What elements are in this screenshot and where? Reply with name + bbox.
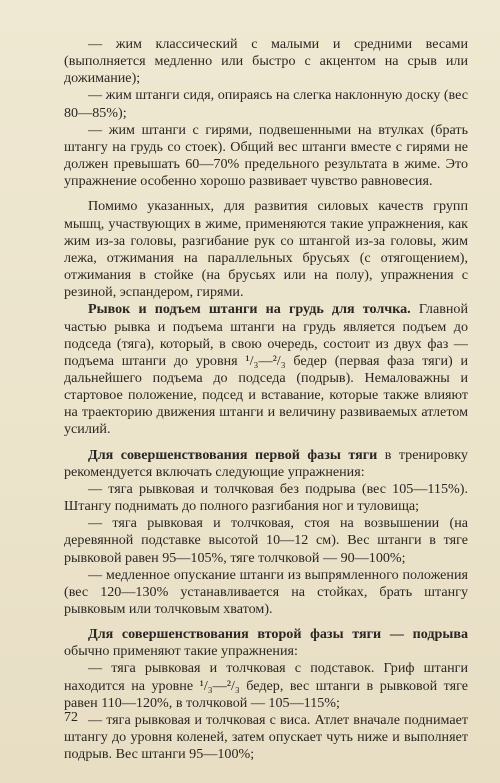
paragraph-text: в тренировку рекомендуется включать следующие упражнения: xyxy=(64,446,468,480)
paragraph xyxy=(64,122,468,191)
paragraph-text: — жим штанги сидя, опираясь на слегка наклонную доску (вес 80—85%); xyxy=(64,87,468,121)
paragraph-heading: Для совершенствования первой фазы тяги xyxy=(88,446,378,463)
paragraph-text: — жим штанги с гирями, подвешенными на втулках (брать штангу на грудь со стоек). Общий вес штанги вместе с гирями не должен превышать 60—70% предельного результата в жиме. Это упражнение особенно хорошо развивает чувство равновесия. xyxy=(64,121,468,190)
paragraph xyxy=(64,481,468,515)
paragraph xyxy=(64,712,468,763)
paragraph xyxy=(64,87,468,121)
paragraph-text: Помимо указанных, для развития силовых качеств групп мышц, участвующих в жиме, применяются такие упражнения, как жим из-за головы, разгибание рук со штангой из-за головы, жим лежа, отжимания на параллельных брусьях (с отягощением), отжимания в стойке (на брусьях или на полу), упражнения с резиной, эспандером, гирями. xyxy=(64,198,468,301)
text-body xyxy=(64,36,468,763)
paragraph-text: — жим классический с малыми и средними весами (выполняется медленно или быстро с акцентом на срыв или дожимание); xyxy=(64,36,468,87)
paragraph xyxy=(64,301,468,438)
paragraph-text: Главной частью рывка и подъема штанги на грудь является подъем до подседа (тяга), который, в свою очередь, состоит из двух фаз — подъема штанги до уровня ¹/₃—²/₃ бедер (первая фаза тяги) и дальнейшего подъема до подседа (подрыв). Немаловажны и стартовое положение, подсед и вставание, которые также влияют на траекторию движения штанги и величину развиваемых атлетом усилий. xyxy=(64,301,469,438)
paragraph xyxy=(64,447,468,481)
paragraph-text: — медленное опускание штанги из выпрямленного положения (вес 120—130% устанавливается на стойках, брать штангу рывковым или толчковым хватом). xyxy=(64,566,468,617)
paragraph-text: — тяга рывковая и толчковая с виса. Атлет вначале поднимает штангу до уровня коленей, затем опускает чуть ниже и выполняет подрыв. Вес штанги 95—100%; xyxy=(64,711,468,763)
paragraph-text: обычно применяют такие упражнения: xyxy=(64,643,298,660)
paragraph-heading: Для совершенствования второй фазы тяги — подрыва xyxy=(88,626,468,643)
paragraph xyxy=(64,198,468,301)
paragraph-heading: Рывок и подъем штанги на грудь для толчка. xyxy=(88,301,411,318)
paragraph xyxy=(64,626,468,660)
paragraph xyxy=(64,660,468,711)
paragraph-text: — тяга рывковая и толчковая, стоя на возвышении (на деревянной подставке высотой 10—12 см). Вес штанги в тяге рывковой равен 95—105%, тяге толчковой — 90—100%; xyxy=(64,515,468,566)
paragraph xyxy=(64,515,468,566)
paragraph xyxy=(64,567,468,618)
paragraph-text: — тяга рывковая и толчковая с подставок. Гриф штанги находится на уровне ¹/₃—²/₃ бедер, вес штанги в рывковой тяге равен 110—120%, в толчковой — 105—115%; xyxy=(64,660,468,711)
paragraph xyxy=(64,36,468,87)
page-number: 72 xyxy=(64,710,78,725)
paragraph-text: — тяга рывковая и толчковая без подрыва (вес 105—115%). Штангу поднимать до полного разгибания ног и туловища; xyxy=(64,480,468,515)
